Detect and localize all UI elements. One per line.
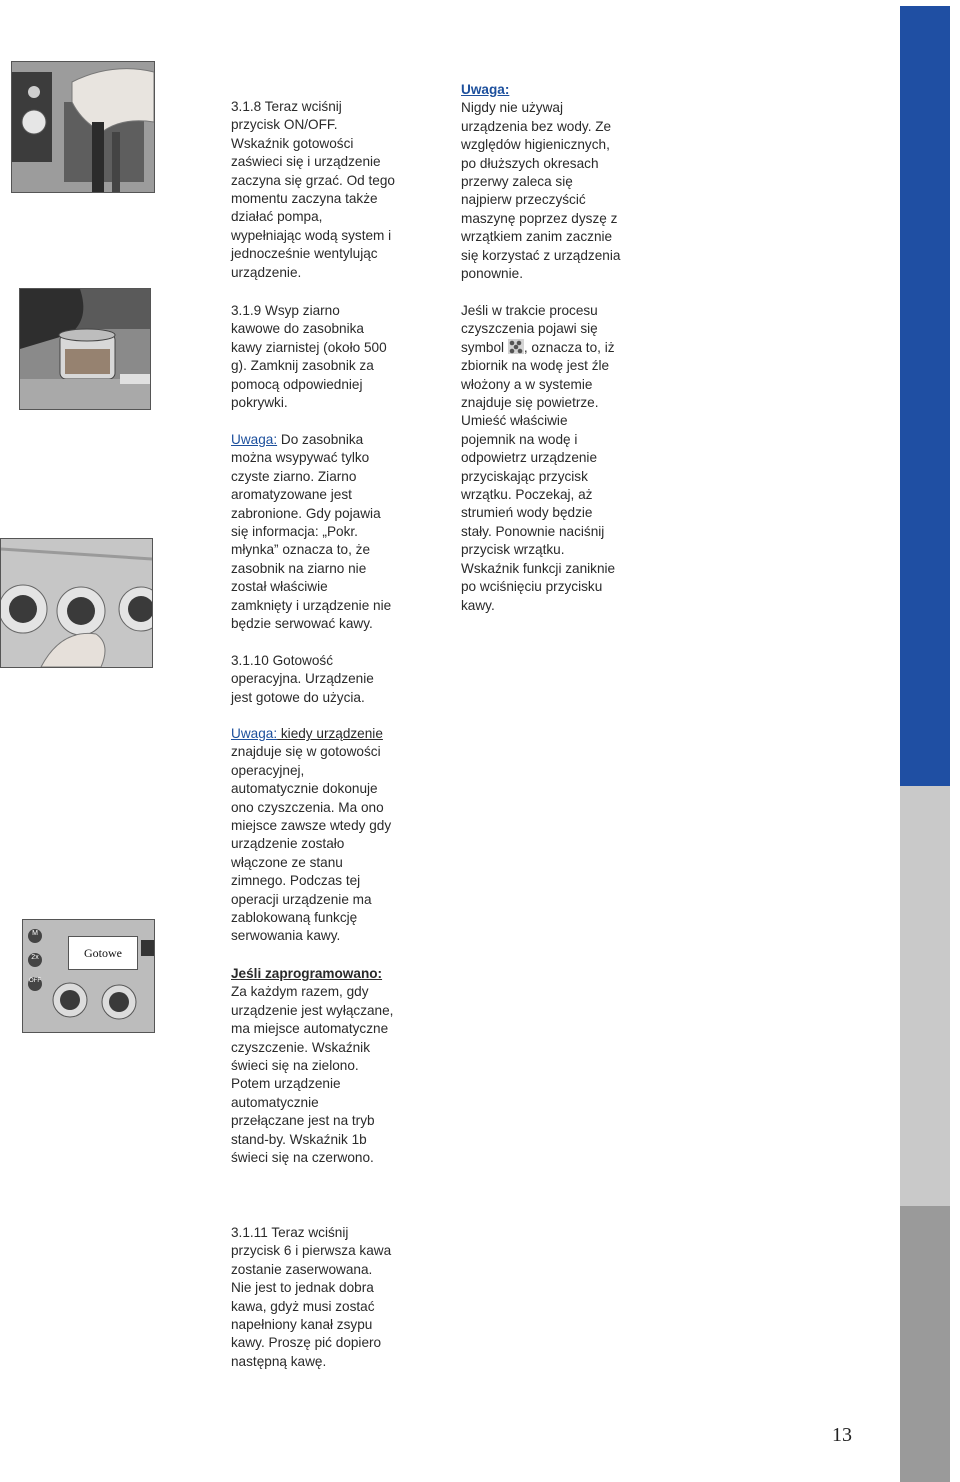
note-body: można wsypywać tylko czyste ziarno. Ziarno aromatyzowane jest zabronione. Gdy pojawia się informacja: „Pokr. młynka” oznacza to, że zasobnik na ziarno nie został właściwie zamknięty i urządzenie nie będzie serwować kawy.	[231, 450, 392, 632]
programmed-label: Jeśli zaprogramowano:	[231, 966, 383, 981]
air-line-1: Jeśli w trakcie procesu	[461, 303, 598, 318]
panel-button-off: OFF	[29, 978, 41, 984]
machine-panel-illustration	[12, 62, 154, 192]
step-3-1-10-note	[231, 725, 421, 946]
step-3-1-10-text: 3.1.10 Gotowość operacyjna. Urządzenie jest gotowe do użycia.	[231, 653, 374, 705]
warning-note	[461, 81, 661, 283]
photo-display-panel	[22, 919, 155, 1033]
air-in-system-note	[461, 302, 661, 615]
panel-button-2x: 2x	[31, 954, 39, 961]
note-first-line: Do zasobnika	[277, 432, 364, 447]
note-first-line: kiedy urządzenie	[277, 726, 383, 741]
note-label: Uwaga:	[231, 432, 278, 447]
photo-bean-hopper	[19, 288, 151, 410]
display-status-text: Gotowe	[84, 945, 122, 960]
step-3-1-9-note	[231, 431, 421, 633]
photo-on-off-button	[11, 61, 155, 193]
air-line-3-pre: symbol	[461, 339, 508, 355]
note-label: Uwaga:	[231, 726, 278, 741]
step-3-1-8-text: 3.1.8 Teraz wciśnij przycisk ON/OFF. Wskaźnik gotowości zaświeci się i urządzenie zaczyna się grzać. Od tego momentu zaczyna także działać pompa, wypełniając wodą system i jednocześnie wentylując urządzenie.	[231, 99, 395, 280]
side-bar-blue	[900, 6, 950, 786]
note-body: znajduje się w gotowości operacyjnej, automatycznie dokonuje ono czyszczenia. Ma ono miejsce zawsze wtedy gdy urządzenie zostało włączone ze stanu zimnego. Podczas tej operacji urządzenie ma zablokowaną funkcję serwowania kawy.	[231, 744, 392, 944]
display-screen	[68, 936, 138, 970]
programmed-note	[231, 965, 421, 1167]
step-3-1-9-text: 3.1.9 Wsyp ziarno kawowe do zasobnika kawy ziarnistej (około 500 g). Zamknij zasobnik za pomocą odpowiedniej pokrywki.	[231, 303, 387, 411]
panel-button-m: M	[32, 930, 38, 937]
warning-body: Nigdy nie używaj urządzenia bez wody. Ze względów higienicznych, po dłuższych okresach przerwy zaleca się najpierw przeczyścić maszynę poprzez dyszę z wrzątkiem zanim zacznie się korzystać z urządzenia ponownie.	[461, 100, 621, 282]
side-decoration	[900, 6, 950, 1482]
air-line-3	[461, 339, 661, 357]
side-bar-gray-light	[900, 786, 950, 1206]
bean-hopper-illustration	[20, 289, 150, 409]
air-line-2: czyszczenia pojawi się	[461, 321, 598, 337]
step-3-1-11-text: 3.1.11 Teraz wciśnij przycisk 6 i pierwsza kawa zostanie zaserwowana. Nie jest to jednak dobra kawa, gdyż musi zostać napełniony kanał zsypu kawy. Proszę pić dopiero następną kawę.	[231, 1225, 392, 1369]
buttons-panel-illustration	[1, 539, 152, 667]
air-bubble-symbol-icon	[508, 339, 524, 354]
side-bar-gray-dark	[900, 1206, 950, 1482]
air-body: zbiornik na wodę jest źle włożony a w systemie znajduje się powietrze. Umieść właściwie pojemnik na wodę i odpowietrz urządzenie przyciskając przycisk wrzątku. Poczekaj, aż strumień wody będzie stały. Ponownie naciśnij przycisk wrzątku. Wskaźnik funkcji zaniknie po wciśnięciu przycisku kawy.	[461, 358, 616, 613]
page-number: 13	[832, 1424, 852, 1446]
programmed-body: Za każdym razem, gdy urządzenie jest wyłączane, ma miejsce automatyczne czyszczenie. Wskaźnik świeci się na zielono. Potem urządzenie automatycznie przełączane jest na tryb stand-by. Wskaźnik 1b świeci się na czerwono.	[231, 984, 394, 1166]
photo-coffee-buttons	[0, 538, 153, 668]
air-line-3-post: , oznacza to, iż	[523, 339, 615, 355]
warning-label: Uwaga:	[461, 82, 510, 97]
